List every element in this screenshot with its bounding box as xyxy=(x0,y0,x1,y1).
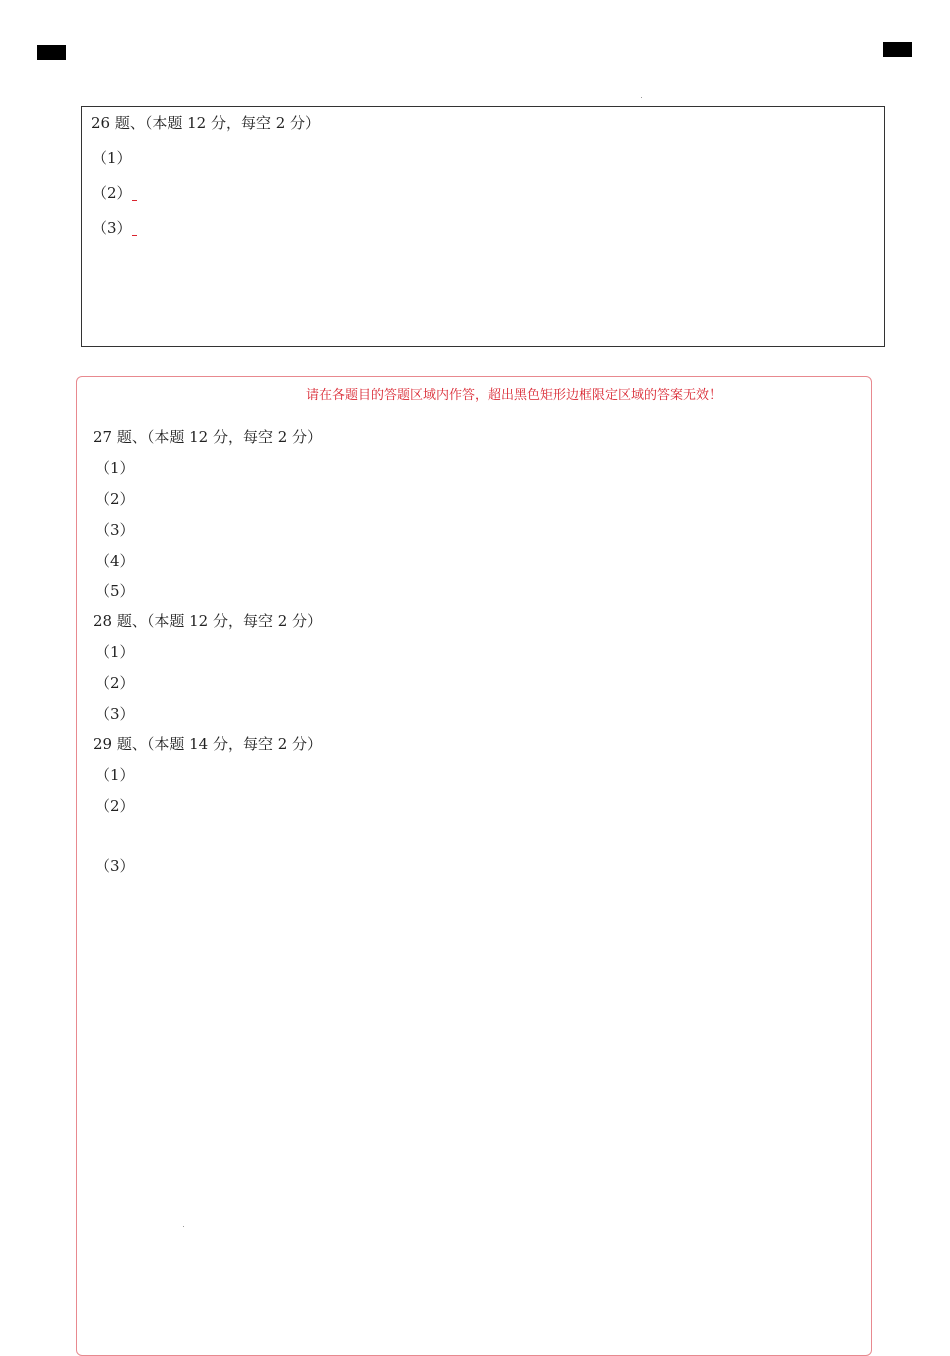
stray-dot-2 xyxy=(183,1226,184,1227)
q26-sub-3: （3） xyxy=(92,219,132,237)
registration-mark-right xyxy=(883,42,912,57)
q29-sub-2: （2） xyxy=(95,797,135,815)
q29-sub-1: （1） xyxy=(95,766,135,784)
q29-sub-3: （3） xyxy=(95,857,135,875)
registration-mark-left xyxy=(37,45,66,60)
q28-sub-3: （3） xyxy=(95,705,135,723)
q27-sub-2: （2） xyxy=(95,490,135,508)
q27-title: 27 题、（本题 12 分，每空 2 分） xyxy=(93,428,323,446)
q26-sub-2: （2） xyxy=(92,184,132,202)
q28-sub-2: （2） xyxy=(95,674,135,692)
q26-sub-1: （1） xyxy=(92,149,132,167)
answer-area-notice: 请在各题目的答题区域内作答，超出黑色矩形边框限定区域的答案无效！ xyxy=(305,388,722,403)
q26-sub-3-mark xyxy=(132,235,137,236)
q27-sub-5: （5） xyxy=(95,582,135,600)
stray-dot xyxy=(641,97,642,98)
q29-title: 29 题、（本题 14 分，每空 2 分） xyxy=(93,735,323,753)
q27-sub-3: （3） xyxy=(95,521,135,539)
answer-box-q27-q29[interactable] xyxy=(76,376,872,1356)
q26-title: 26 题、（本题 12 分，每空 2 分） xyxy=(91,114,321,132)
q26-sub-2-mark xyxy=(132,200,137,201)
q28-sub-1: （1） xyxy=(95,643,135,661)
q28-title: 28 题、（本题 12 分，每空 2 分） xyxy=(93,612,323,630)
answer-box-q26[interactable] xyxy=(81,106,885,347)
q27-sub-4: （4） xyxy=(95,552,135,570)
q27-sub-1: （1） xyxy=(95,459,135,477)
